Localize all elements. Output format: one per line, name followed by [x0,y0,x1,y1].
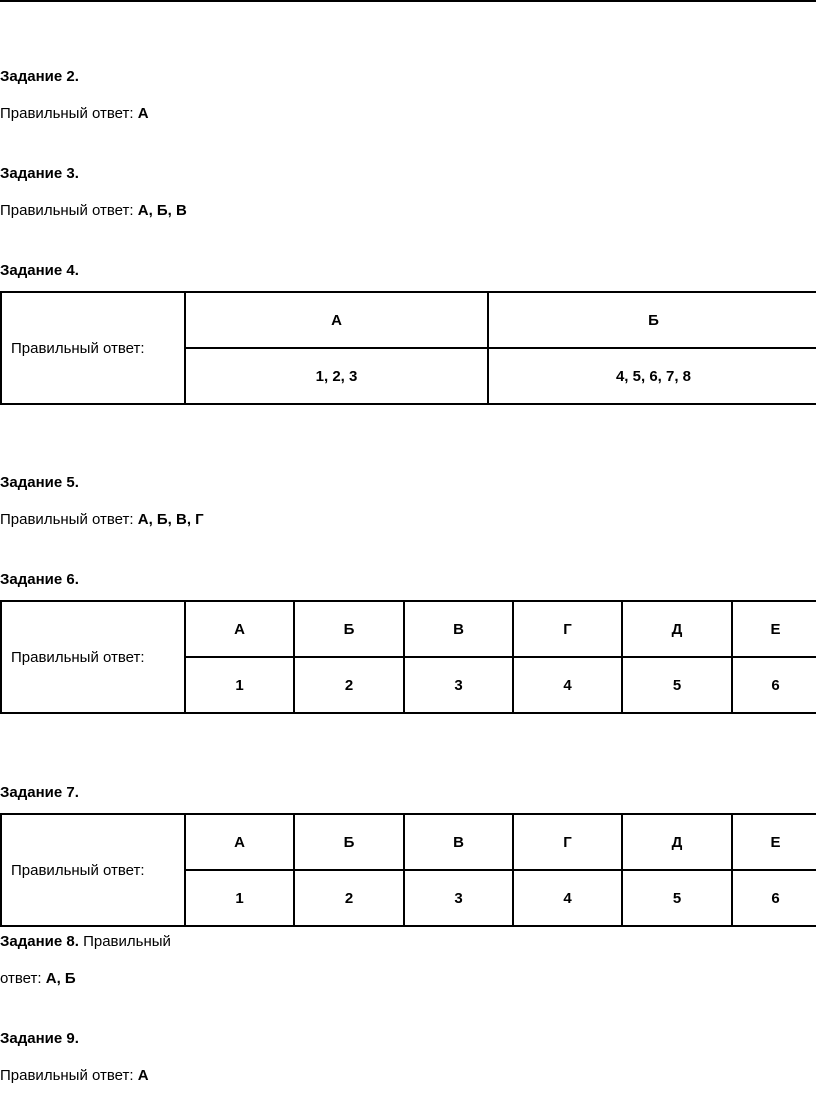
value-cell: 6 [732,870,816,926]
header-cell: Б [294,814,404,870]
value-cell: 4, 5, 6, 7, 8 [488,348,816,404]
task-8-title: Задание 8. [0,933,79,950]
answer-label: Правильный ответ: [0,511,134,528]
answer-label: Правильный ответ: [0,105,134,122]
task-6-title: Задание 6. [0,571,79,588]
answer-value: А, Б, В, Г [137,511,204,528]
task-6-answer-table [0,600,816,714]
task-8-answer [0,970,76,987]
task-4-answer-table [0,291,816,405]
header-cell: Е [732,601,816,657]
answer-value: А [137,105,149,122]
task-5-title: Задание 5. [0,474,79,491]
value-cell: 4 [513,870,622,926]
value-cell: 2 [294,870,404,926]
task-3-answer [0,202,187,219]
task-2-answer [0,105,149,122]
row-label: Правильный ответ: [1,814,185,926]
answer-label: Правильный [83,933,171,950]
value-cell: 1 [185,657,294,713]
top-rule [0,0,816,2]
value-cell: 5 [622,870,732,926]
header-cell: Д [622,601,732,657]
value-cell: 4 [513,657,622,713]
header-cell: Б [294,601,404,657]
header-cell: А [185,601,294,657]
header-cell: Д [622,814,732,870]
header-cell: В [404,601,513,657]
task-2-title: Задание 2. [0,68,79,85]
value-cell: 2 [294,657,404,713]
header-cell: Г [513,601,622,657]
header-cell: А [185,814,294,870]
value-cell: 1, 2, 3 [185,348,488,404]
answer-label: Правильный ответ: [0,1067,134,1084]
row-label: Правильный ответ: [1,601,185,713]
row-label: Правильный ответ: [1,292,185,404]
header-cell: Е [732,814,816,870]
task-5-answer [0,511,204,528]
task-9-title: Задание 9. [0,1030,79,1047]
task-7-answer-table [0,813,816,927]
answer-label: Правильный ответ: [0,202,134,219]
answer-value: А, Б [45,970,76,987]
value-cell: 3 [404,657,513,713]
task-9-answer [0,1067,149,1084]
answer-label: ответ: [0,970,42,987]
task-4-title: Задание 4. [0,262,79,279]
value-cell: 6 [732,657,816,713]
task-8-title-line [0,933,171,950]
value-cell: 5 [622,657,732,713]
header-cell: Б [488,292,816,348]
header-cell: А [185,292,488,348]
value-cell: 1 [185,870,294,926]
answer-value: А, Б, В [137,202,187,219]
task-3-title: Задание 3. [0,165,79,182]
header-cell: В [404,814,513,870]
header-cell: Г [513,814,622,870]
answer-value: А [137,1067,149,1084]
value-cell: 3 [404,870,513,926]
task-7-title: Задание 7. [0,784,79,801]
